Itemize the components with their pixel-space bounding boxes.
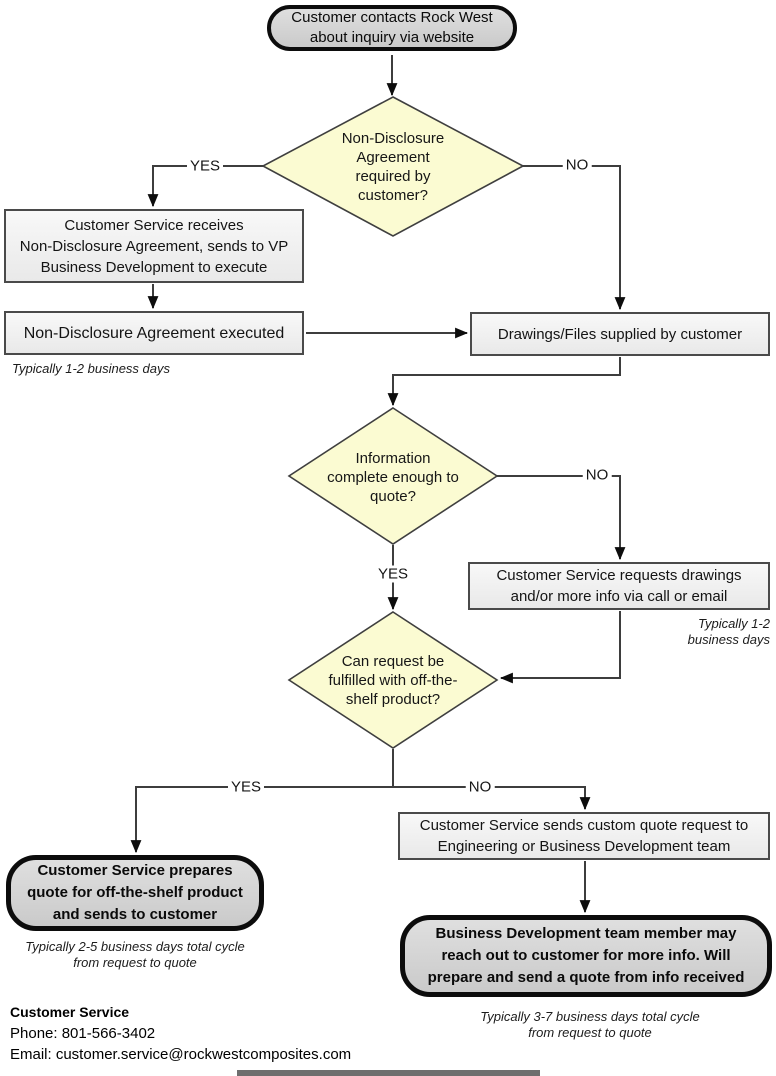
edge-label-nda-yes: YES	[187, 158, 223, 175]
contact-phone: Phone: 801-566-3402	[10, 1025, 156, 1042]
annotation-ots-cycle: Typically 2-5 business days total cycle from request to quote	[25, 939, 245, 970]
process-cs-requests-info: Customer Service requests drawings and/or more info via call or email	[468, 562, 770, 610]
contact-block	[10, 1002, 351, 1065]
edge-nda-no	[523, 166, 620, 309]
annotation-custom-cycle: Typically 3-7 business days total cycle from request to quote	[480, 1009, 700, 1040]
edge-ots-yes	[136, 749, 393, 852]
bottom-edge-bar	[237, 1070, 540, 1076]
edge-label-ots-yes: YES	[228, 779, 264, 796]
terminal-cs-prepares-quote: Customer Service prepares quote for off-the-shelf product and sends to customer	[6, 855, 264, 931]
edge-info-no	[497, 476, 620, 559]
edge-label-info-yes: YES	[375, 566, 411, 583]
annotation-request-time: Typically 1-2 business days	[687, 616, 770, 647]
edge-label-nda-no: NO	[563, 157, 592, 174]
start-node	[267, 5, 517, 51]
start-node-line: Customer contacts Rock West	[291, 9, 493, 26]
decision-nda-required-label: Non-Disclosure Agreement required by customer?	[341, 130, 445, 204]
edge-label-ots-no: NO	[466, 779, 495, 796]
terminal-bd-reach-out: Business Development team member may reach out to customer for more info. Will prepare and send a quote from info received	[400, 915, 772, 997]
decision-off-the-shelf-label: Can request be fulfilled with off-the- shelf product?	[328, 653, 458, 708]
start-node-line: about inquiry via website	[309, 29, 475, 46]
process-drawings-supplied: Drawings/Files supplied by customer	[470, 312, 770, 356]
contact-heading: Customer Service	[10, 1004, 130, 1020]
process-nda-executed: Non-Disclosure Agreement executed	[4, 311, 304, 355]
annotation-nda-time: Typically 1-2 business days	[12, 361, 170, 376]
process-custom-quote-request: Customer Service sends custom quote request to Engineering or Business Development team	[398, 812, 770, 860]
contact-email: Email: customer.service@rockwestcomposites.com	[10, 1046, 352, 1063]
edge-drawings-to-info	[393, 357, 620, 405]
edge-label-info-no: NO	[583, 467, 612, 484]
process-cs-receives-nda: Customer Service receives Non-Disclosure Agreement, sends to VP Business Development to execute	[4, 209, 304, 283]
decision-info-complete-label: Information complete enough to quote?	[327, 450, 459, 505]
